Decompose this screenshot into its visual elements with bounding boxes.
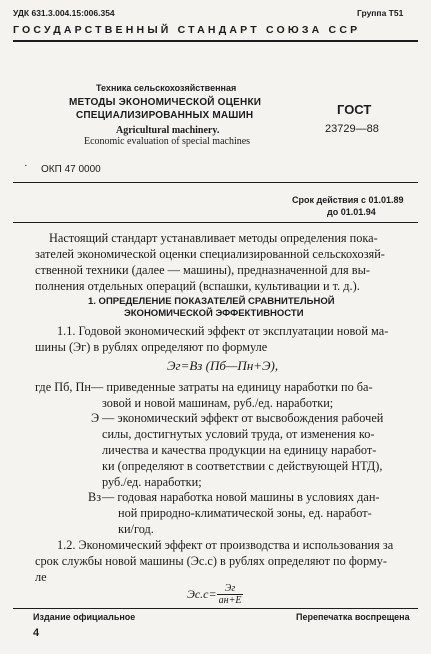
formula-fraction (217, 583, 244, 606)
title-rule (13, 182, 418, 183)
intro-line-1: Настоящий стандарт устанавливает методы определения пока- (49, 231, 378, 245)
header-rule (13, 40, 418, 42)
validity-rule (13, 222, 418, 223)
where-term-e: Э (91, 411, 100, 425)
where-def-e-3: личества и качества продукции на единицу наработ- (102, 443, 377, 457)
english-title-line-1: Agricultural machinery. (116, 125, 220, 136)
gost-label: ГОСТ (337, 102, 372, 117)
where-def-vz-3: ки/год. (118, 522, 154, 536)
okp-code: ОКП 47 0000 (41, 164, 101, 175)
where-def-e-5: руб./ед. наработки; (102, 475, 202, 489)
formula-service-life-effect (187, 583, 243, 606)
para-1-1-line-2: шины (Эг) в рублях определяют по формуле (35, 340, 268, 354)
where-term-pb-pn: где Пб, Пн (35, 380, 91, 394)
formula-annual-effect: Эг=Вз (Пб—Пн+Э), (167, 358, 279, 373)
bullet-mark: · (24, 160, 28, 172)
intro-line-3: ственной техники (далее — машины), предназначенной для вы- (35, 263, 370, 277)
english-title-line-2: Economic evaluation of special machines (84, 136, 251, 147)
para-1-1-line-1: 1.1. Годовой экономический эффект от эксплуатации новой ма- (57, 324, 389, 338)
title-line-1: МЕТОДЫ ЭКОНОМИЧЕСКОЙ ОЦЕНКИ (69, 97, 262, 108)
udk-code: УДК 631.3.004.15:006.354 (13, 8, 115, 18)
para-1-2-line-3: ле (35, 570, 47, 584)
where-def-e-4: ки (определяют в соответствии с действующей НТД), (102, 459, 383, 473)
where-def-vz-2: ной природно-климатической зоны, ед. наработ- (118, 506, 372, 520)
where-term-vz: Вз (88, 490, 102, 504)
formula-lhs: Эс.с= (187, 587, 217, 601)
formula-denominator: ан+Е (218, 595, 242, 606)
footer-reprint-prohibited: Перепечатка воспрещена (296, 612, 410, 622)
where-def-pb-pn-2: зовой и новой машинам, руб./ед. наработки; (102, 396, 334, 410)
gost-number: 23729—88 (325, 123, 379, 135)
category-label: Техника сельскохозяйственная (96, 83, 237, 93)
where-def-pb-pn-1: — приведенные затраты на единицу наработки по ба- (91, 380, 373, 394)
intro-line-2: зателей экономической оценки специализированной сельскохозяй- (35, 247, 385, 261)
para-1-2-line-1: 1.2. Экономический эффект от производства и использования за (57, 538, 394, 552)
where-def-e-2: силы, достигнутых условий труда, от изменения ко- (102, 427, 375, 441)
formula-numerator: Эг (217, 583, 244, 595)
intro-line-4: полнения отдельных операций (вспашки, культивации и т. д.). (35, 279, 360, 293)
page-number: 4 (33, 627, 40, 639)
para-1-2-line-2: срок службы новой машины (Эс.с) в рублях определяют по форму- (35, 554, 387, 568)
group-code: Группа Т51 (357, 8, 404, 18)
state-standard-heading: ГОСУДАРСТВЕННЫЙ СТАНДАРТ СОЮЗА ССР (13, 24, 361, 36)
where-def-vz-1: — годовая наработка новой машины в условиях дан- (102, 490, 380, 504)
where-def-e-1: — экономический эффект от высвобождения рабочей (102, 411, 384, 425)
title-line-2: СПЕЦИАЛИЗИРОВАННЫХ МАШИН (76, 110, 254, 121)
validity-to: до 01.01.94 (327, 207, 376, 217)
footer-rule (13, 608, 418, 609)
section-heading-line-1: 1. ОПРЕДЕЛЕНИЕ ПОКАЗАТЕЛЕЙ СРАВНИТЕЛЬНОЙ (88, 296, 335, 307)
section-heading-line-2: ЭКОНОМИЧЕСКОЙ ЭФФЕКТИВНОСТИ (124, 308, 304, 319)
footer-official-edition: Издание официальное (33, 612, 136, 622)
validity-from: Срок действия с 01.01.89 (292, 195, 404, 205)
